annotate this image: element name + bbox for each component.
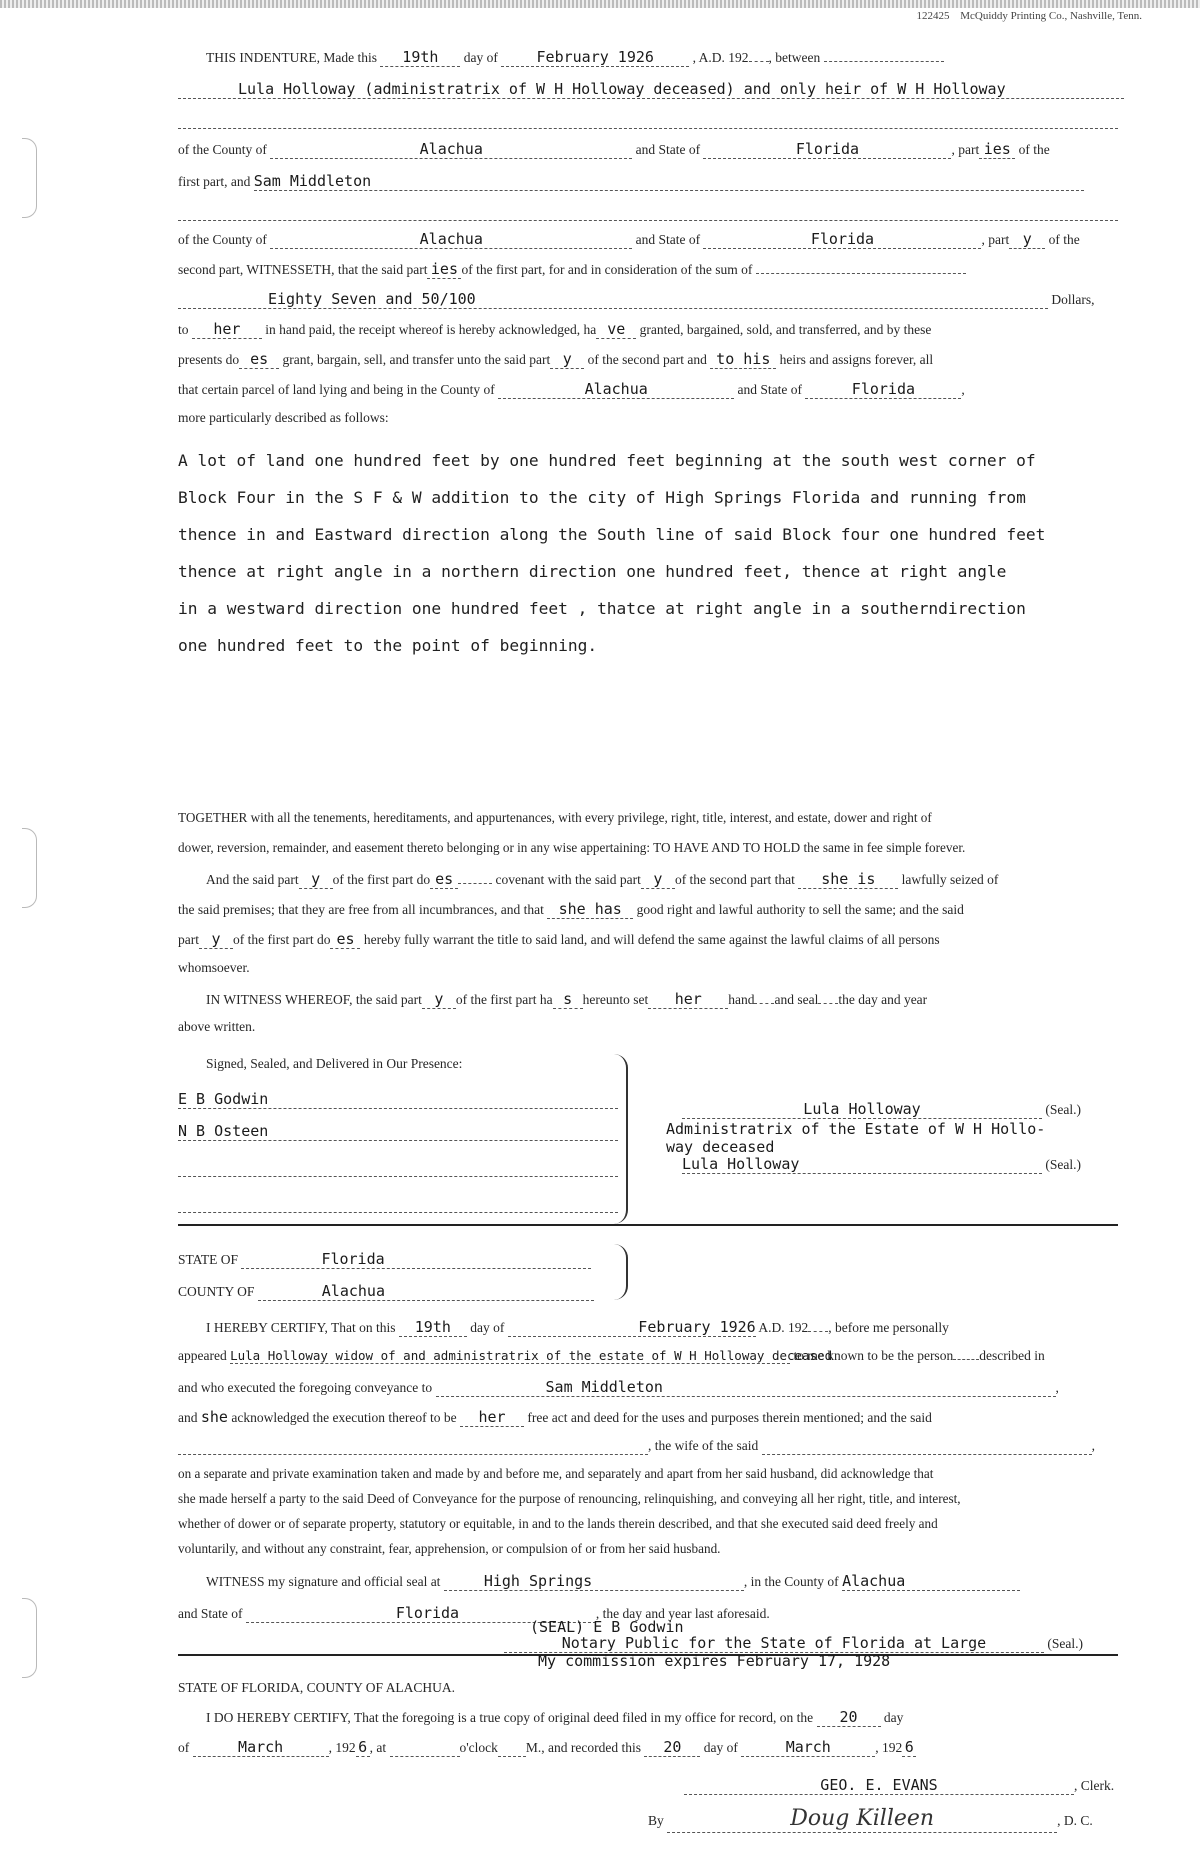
appeared-line xyxy=(178,1348,1045,1364)
label-witness-sig: WITNESS my signature and official seal at xyxy=(206,1574,441,1589)
covenant-line-4: whomsoever. xyxy=(178,960,250,975)
binder-hole-1 xyxy=(22,138,37,218)
wit-c: hereunto set xyxy=(582,992,649,1007)
cov2-a: the said premises; that they are free from all incumbrances, and that xyxy=(178,902,544,917)
label-and-state-2: and State of xyxy=(635,232,701,247)
label-described-in: described in xyxy=(979,1348,1045,1363)
description-line: A lot of land one hundred feet by one hundred feet beginning at the south west corner of xyxy=(178,451,1036,470)
cov1-b: of the first part do xyxy=(332,872,431,887)
notary-name: (SEAL) E B Godwin xyxy=(530,1618,684,1636)
label-county-of: COUNTY OF xyxy=(178,1284,255,1299)
field-first-county: Alachua xyxy=(270,140,632,159)
ack-state: Florida xyxy=(241,1250,591,1269)
field-grantee: Sam Middleton xyxy=(254,172,1084,191)
cov1-es: es xyxy=(430,870,458,889)
label-more-particularly: more particularly described as follows: xyxy=(178,410,389,425)
wife-of-line: , the wife of the said , xyxy=(178,1438,1095,1455)
record-filed-day: 20 xyxy=(817,1708,881,1727)
wit-a: IN WITNESS WHEREOF, the said part xyxy=(206,992,422,1007)
ack-county-2: Alachua xyxy=(842,1572,1020,1591)
wit-d: hand xyxy=(728,992,755,1007)
label-ack-day-of: day of xyxy=(470,1320,505,1335)
label-to: to xyxy=(178,322,189,337)
label-dollars: Dollars, xyxy=(1051,292,1095,307)
label-grant-unto: grant, bargain, sell, and transfer unto the said part xyxy=(282,352,551,367)
field-parcel-state: Florida xyxy=(805,380,961,399)
amount-line xyxy=(178,290,1095,309)
cov1-y2: y xyxy=(641,870,675,889)
label-record-day: day xyxy=(883,1710,904,1725)
parcel-line: that certain parcel of land lying and being in the County of Alachua and State of Florida , xyxy=(178,380,965,398)
wit-b: of the first part ha xyxy=(455,992,553,1007)
binder-hole-2 xyxy=(22,828,37,908)
field-parcel-county: Alachua xyxy=(498,380,734,399)
label-clerk: , Clerk. xyxy=(1074,1778,1115,1793)
certify-line xyxy=(206,1318,949,1337)
ack-grantee: Sam Middleton xyxy=(436,1378,1056,1397)
field-does-suffix: es xyxy=(239,350,279,369)
record-rec-day: 20 xyxy=(644,1738,700,1757)
record-year-digit: 6 xyxy=(356,1738,370,1757)
label-year-prefix: , 192 xyxy=(328,1740,356,1755)
label-part-2: , part xyxy=(981,232,1010,247)
record-date-line xyxy=(178,1738,916,1757)
above-written: above written. xyxy=(178,1019,256,1034)
label-known: to me known to be the person xyxy=(793,1348,954,1363)
ack-county-line xyxy=(178,1282,594,1301)
witness-1-name: E B Godwin xyxy=(178,1090,618,1109)
cov2-she-has: she has xyxy=(547,900,633,919)
ack-county: Alachua xyxy=(258,1282,594,1301)
label-and-state-of: and State of xyxy=(178,1606,243,1621)
covenant-line-2 xyxy=(178,900,964,919)
blank-line-2 xyxy=(178,204,1118,221)
ack-she: she xyxy=(200,1408,228,1426)
label-executed-to: and who executed the foregoing conveyance to xyxy=(178,1380,433,1395)
label-of-county-2: of the County of xyxy=(178,232,267,247)
record-filed-month: March xyxy=(193,1738,329,1757)
witness-2-name: N B Osteen xyxy=(178,1122,618,1141)
label-ack-ad: A.D. 192 xyxy=(758,1320,809,1335)
field-amount: Eighty Seven and 50/100 xyxy=(178,290,1048,309)
label-heirs-assigns: heirs and assigns forever, all xyxy=(779,352,934,367)
ack-state-2: Florida xyxy=(246,1604,596,1623)
receipt-line xyxy=(178,320,931,339)
witness-2-line xyxy=(178,1122,618,1141)
label-day-of: day of xyxy=(463,50,498,65)
label-before-me: , before me personally xyxy=(828,1320,949,1335)
ack-place: High Springs xyxy=(444,1572,744,1591)
label-m-recorded: M., and recorded this xyxy=(525,1740,642,1755)
deputy-line xyxy=(648,1806,1093,1833)
wit-s: s xyxy=(553,990,583,1009)
wit-f: the day and year xyxy=(838,992,928,1007)
label-appeared: appeared xyxy=(178,1348,227,1363)
label-in-county-of: , in the County of xyxy=(743,1574,839,1589)
separate-exam-2: she made herself a party to the said Deed of Conveyance for the purpose of renouncing, relinquishing, and conveying all her right, title, and interest, xyxy=(178,1491,961,1506)
label-in-hand-paid: in hand paid, the receipt whereof is hereby acknowledged, ha xyxy=(265,322,597,337)
description-line: one hundred feet to the point of beginning. xyxy=(178,636,598,655)
label-at: , at xyxy=(369,1740,387,1755)
form-number: 122425 xyxy=(916,10,950,22)
covenant-line-1 xyxy=(206,870,998,889)
label-by: By xyxy=(648,1813,664,1828)
grantor-signature-2: Lula Holloway xyxy=(682,1155,1042,1174)
label-between: , between xyxy=(768,50,821,65)
label-ad: , A.D. 192 xyxy=(692,50,749,65)
label-granted: granted, bargained, sold, and transferred, and by these xyxy=(639,322,932,337)
label-certify: I HEREBY CERTIFY, That on this xyxy=(206,1320,396,1335)
cov3-y: y xyxy=(199,930,233,949)
label-part: , part xyxy=(951,142,980,157)
label-severally: acknowledged the execution thereof to be xyxy=(231,1410,457,1425)
field-month-year: February 1926 xyxy=(501,48,689,67)
second-county-line xyxy=(178,230,1080,249)
record-rec-year-digit: 6 xyxy=(902,1738,916,1757)
field-second-county: Alachua xyxy=(270,230,632,249)
label-made-this: THIS INDENTURE, Made this xyxy=(206,50,377,65)
seal-label-2: (Seal.) xyxy=(1045,1157,1081,1172)
grantor-line xyxy=(178,80,1124,99)
witness-whereof-line xyxy=(206,990,927,1009)
label-rec-year-prefix: , 192 xyxy=(875,1740,903,1755)
printer-imprint xyxy=(909,10,1143,22)
label-wife-of: , the wife of the said xyxy=(648,1438,759,1453)
separate-exam-1: on a separate and private examination taken and made by and before me, and separately and apart from her said husband, did acknowledge that xyxy=(178,1466,934,1481)
label-witnesseth: second part, WITNESSETH, that the said part xyxy=(178,262,428,277)
ack-day: 19th xyxy=(399,1318,467,1337)
binder-hole-3 xyxy=(22,1598,37,1678)
separate-exam-4: voluntarily, and without any constraint, fear, apprehension, or compulsion of or from her said husband. xyxy=(178,1541,721,1556)
description-line: Block Four in the S F & W addition to the city of High Springs Florida and running from xyxy=(178,488,1026,507)
ack-brace xyxy=(614,1244,628,1300)
ack-her: her xyxy=(460,1408,524,1427)
grantee-line xyxy=(178,172,1084,191)
field-heirs-of: to his xyxy=(710,350,776,369)
witness-3-line xyxy=(178,1160,618,1177)
witnesseth-line xyxy=(178,260,966,279)
record-rec-month: March xyxy=(741,1738,875,1757)
field-paid-to: her xyxy=(192,320,262,339)
acknowledged-line: and she acknowledged the execution thereof to be her free act and deed for the uses and purposes therein mentioned; and the said xyxy=(178,1408,932,1426)
presents-line xyxy=(178,350,933,369)
indenture-line xyxy=(206,48,944,67)
label-and-state: and State of xyxy=(635,142,701,157)
separate-exam-3: whether of dower or of separate property, statutory or equitable, in and to the lands therein described, and that she executed said deed freely and xyxy=(178,1516,938,1531)
label-dc: , D. C. xyxy=(1057,1813,1093,1828)
field-witness-suffix: ies xyxy=(427,260,461,279)
field-second-state: Florida xyxy=(703,230,981,249)
cov2-b: good right and lawful authority to sell the same; and the said xyxy=(636,902,964,917)
cov1-e: lawfully seized of xyxy=(901,872,999,887)
clerk-line xyxy=(684,1776,1114,1795)
label-day-year: , the day and year last aforesaid. xyxy=(595,1606,770,1621)
grantor-title-2: way deceased xyxy=(666,1138,775,1156)
field-first-suffix: ies xyxy=(979,140,1015,159)
cov3-b: of the first part do xyxy=(233,932,331,947)
signed-sealed-label: Signed, Sealed, and Delivered in Our Presence: xyxy=(206,1056,463,1071)
cov3-a: part xyxy=(178,932,199,947)
seal-label-1: (Seal.) xyxy=(1045,1102,1081,1117)
witness-1-line xyxy=(178,1090,618,1109)
label-record-day-of: day of xyxy=(703,1740,738,1755)
notary-commission: My commission expires February 17, 1928 xyxy=(538,1652,891,1670)
grantor-title: Administratrix of the Estate of W H Hollo- xyxy=(666,1120,1046,1138)
printer-name: McQuiddy Printing Co., Nashville, Tenn. xyxy=(960,10,1142,22)
notary-seal-label: (Seal.) xyxy=(1047,1636,1083,1651)
cov3-c: hereby fully warrant the title to said land, and will defend the same against the lawful claims of all persons xyxy=(363,932,940,947)
label-state-of: STATE OF xyxy=(178,1252,239,1267)
field-second-suffix: y xyxy=(1009,230,1045,249)
together-clause-2: dower, reversion, remainder, and easement thereto belonging or in any wise appertaining: TO HAVE AND TO HOLD the same in fee simple forever. xyxy=(178,840,966,855)
label-consideration: of the first part, for and in consideration of the sum of xyxy=(461,262,753,277)
executed-to-line: and who executed the foregoing conveyance to Sam Middleton , xyxy=(178,1378,1059,1396)
grantor-signature-line-2 xyxy=(682,1155,1081,1174)
description-line: thence at right angle in a northern direction one hundred feet, thence at right angle xyxy=(178,562,1007,581)
legal-description xyxy=(178,442,1138,664)
label-parcel-intro: that certain parcel of land lying and being in the County of xyxy=(178,382,495,397)
witness-signature-line xyxy=(206,1572,1020,1591)
field-day: 19th xyxy=(380,48,460,67)
covenant-line-3 xyxy=(178,930,940,949)
label-oclock: o'clock xyxy=(459,1740,498,1755)
label-first-part-and: first part, and xyxy=(178,174,251,189)
cov3-es: es xyxy=(330,930,360,949)
cov1-y: y xyxy=(299,870,333,889)
wit-her: her xyxy=(648,990,728,1009)
signature-brace xyxy=(614,1054,628,1224)
description-line: thence in and Eastward direction along the South line of said Block four one hundred feet xyxy=(178,525,1046,544)
label-record-certify: I DO HEREBY CERTIFY, That the foregoing is a true copy of original deed filed in my office for record, on the xyxy=(206,1710,814,1725)
cov1-d: of the second part that xyxy=(674,872,795,887)
together-clause-1: TOGETHER with all the tenements, hereditaments, and appurtenances, with every privilege, right, title, interest, and estate, dower and right of xyxy=(178,810,932,825)
blank-line-1 xyxy=(178,112,1118,129)
cov1-she-is: she is xyxy=(798,870,898,889)
record-certify-line xyxy=(206,1708,903,1727)
notary-title-line xyxy=(504,1634,1083,1653)
page-top-edge xyxy=(0,0,1200,8)
witness-4-line xyxy=(178,1196,618,1213)
field-grantor: Lula Holloway (administratrix of W H Holloway deceased) and only heir of W H Holloway xyxy=(178,80,1124,99)
first-county-line xyxy=(178,140,1050,159)
field-have-suffix: ve xyxy=(596,320,636,339)
wit-e: and seal xyxy=(774,992,819,1007)
ack-month-year: February 1926 xyxy=(508,1318,756,1337)
ack-state-line xyxy=(178,1250,591,1269)
label-free-act: free act and deed for the uses and purposes therein mentioned; and the said xyxy=(527,1410,932,1425)
cov1-a: And the said part xyxy=(206,872,299,887)
deputy-signature: Doug Killeen xyxy=(667,1806,1057,1833)
field-grant-suffix: y xyxy=(550,350,584,369)
notary-title: Notary Public for the State of Florida at Large xyxy=(504,1634,1044,1653)
grantor-signature-line xyxy=(682,1100,1081,1119)
label-record-of: of xyxy=(178,1740,190,1755)
cov1-c: covenant with the said part xyxy=(495,872,641,887)
label-parcel-and-state: and State of xyxy=(737,382,803,397)
ack-appeared-name: Lula Holloway widow of and administratrix of the estate of W H Holloway deceased xyxy=(230,1348,833,1363)
label-second-part-and: of the second part and xyxy=(587,352,707,367)
label-of-county: of the County of xyxy=(178,142,267,157)
wit-y: y xyxy=(422,990,456,1009)
record-heading: STATE OF FLORIDA, COUNTY OF ALACHUA. xyxy=(178,1680,456,1695)
divider-1 xyxy=(178,1224,1118,1226)
label-presents-do: presents do xyxy=(178,352,240,367)
field-first-state: Florida xyxy=(703,140,951,159)
clerk-name: GEO. E. EVANS xyxy=(684,1776,1074,1795)
label-of-the-2: of the xyxy=(1048,232,1080,247)
grantor-signature: Lula Holloway xyxy=(682,1100,1042,1119)
description-line: in a westward direction one hundred feet , thatce at right angle in a southerndirection xyxy=(178,599,1026,618)
label-of-the: of the xyxy=(1018,142,1050,157)
